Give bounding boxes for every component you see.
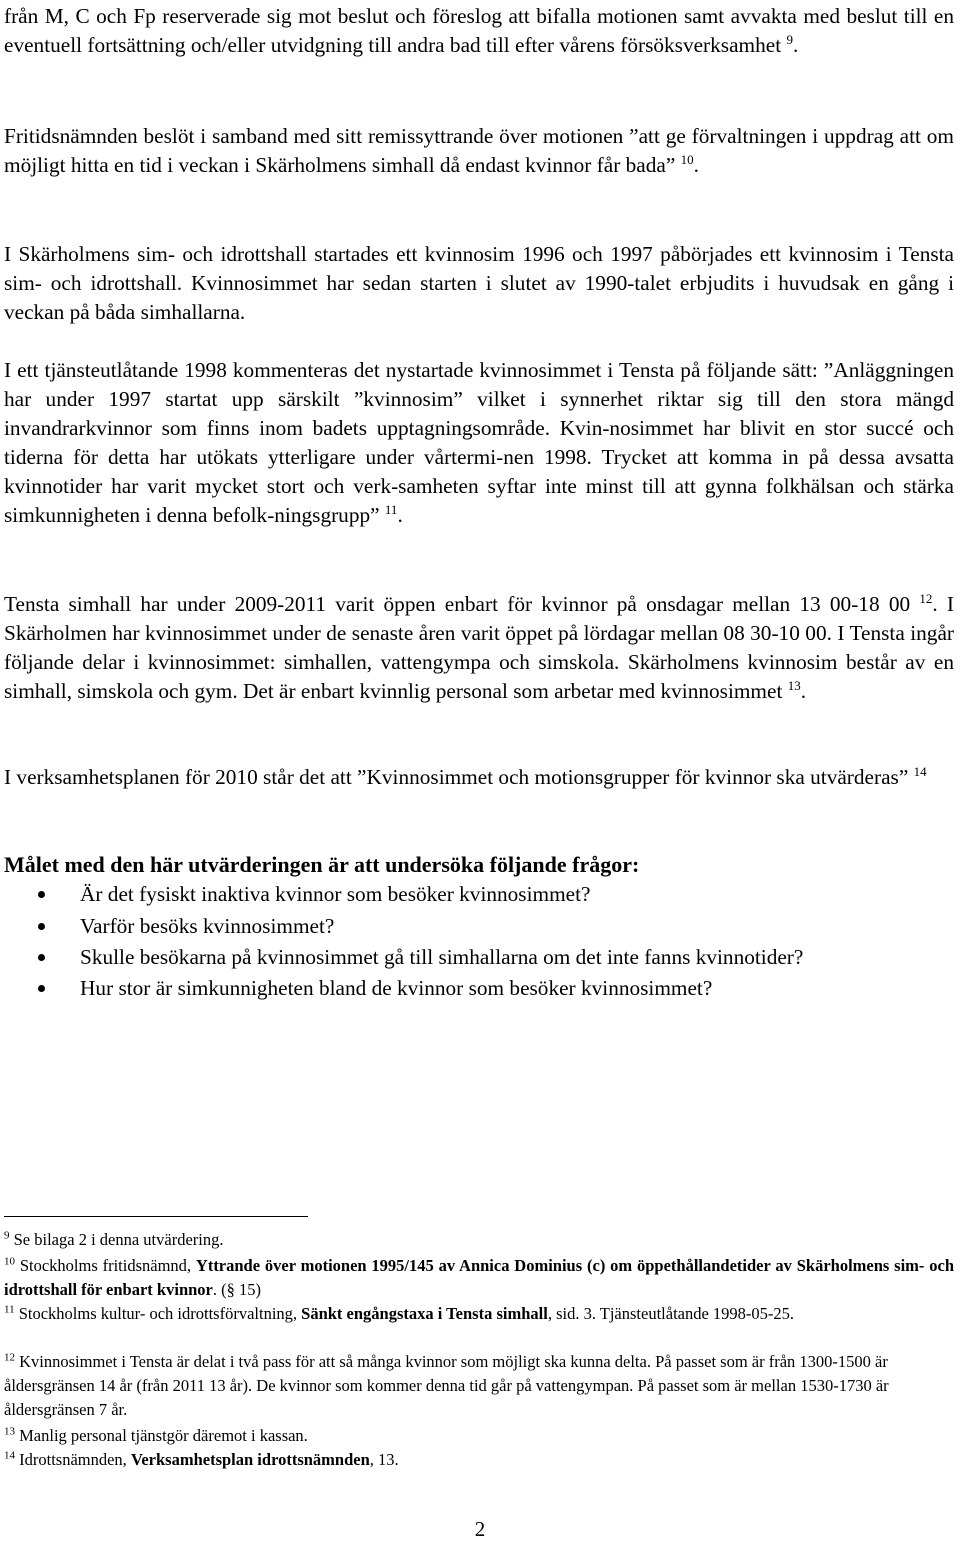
footnote-text-end: . (§ 15) <box>212 1280 261 1299</box>
footnote-number: 10 <box>4 1255 15 1268</box>
footnote-text: Se bilaga 2 i denna utvärdering. <box>13 1230 224 1249</box>
paragraph-3 <box>4 240 954 327</box>
footnote-text-end: , 13. <box>369 1450 399 1469</box>
paragraph-6 <box>4 763 954 792</box>
footnote-9 <box>4 1228 954 1252</box>
footnote-14 <box>4 1448 954 1472</box>
footnote-text: Manlig personal tjänstgör däremot i kassan. <box>19 1426 308 1445</box>
footnote-text: Stockholms fritidsnämnd, <box>19 1256 196 1275</box>
footnote-11 <box>4 1302 954 1326</box>
paragraph-2 <box>4 122 954 180</box>
paragraph-4 <box>4 356 954 530</box>
list-item-text: Skulle besökarna på kvinnosimmet gå till simhallarna om det inte fanns kvinnotider? <box>80 945 804 969</box>
bullet-icon <box>38 985 45 992</box>
footnote-title: Verksamhetsplan idrottsnämnden <box>130 1450 370 1469</box>
bullet-icon <box>38 923 45 930</box>
footnote-ref-14: 14 <box>913 763 927 779</box>
bullet-icon <box>38 891 45 898</box>
footnote-10 <box>4 1254 954 1302</box>
footnote-ref-13: 13 <box>787 677 801 693</box>
footnote-ref-9: 9 <box>786 31 793 47</box>
paragraph-4-text: I ett tjänsteutlåtande 1998 kommenteras det nystartade kvinnosimmet i Tensta på följande sätt: ”Anläggningen har under 1997 startat upp särskilt ”kvinnosim” vilket i synnerhet riktar sig till den stora mängd invandrarkvinnor som finns inom badets upptagningsområde. Kvin-nosimmet har blivit en stor succé och tiderna för detta har utökats ytterligare under vårtermi-nen 1998. Trycket att komma in på dessa avsatta kvinnotider har varit mycket stort och verk-samheten syftar inte minst till att gynna folkhälsan och stärka simkunnigheten i denna befolk-ningsgrupp” <box>4 358 954 527</box>
paragraph-1-end: . <box>792 33 799 57</box>
footnote-12 <box>4 1350 954 1422</box>
footnote-title: Yttrande över motionen 1995/145 av Annica Dominius (c) om öppethållandetider av Skärholmens sim- och idrottshall för enbart kvinnor <box>4 1256 954 1299</box>
footnote-number: 9 <box>4 1229 10 1242</box>
footnote-ref-10: 10 <box>680 151 694 167</box>
footnote-separator <box>4 1216 308 1217</box>
footnote-ref-11: 11 <box>384 501 398 517</box>
paragraph-5-text: Tensta simhall har under 2009-2011 varit öppen enbart för kvinnor på onsdagar mellan 13 00-18 00 <box>4 592 911 616</box>
footnote-text-end: , sid. 3. Tjänsteutlåtande 1998-05-25. <box>547 1304 795 1323</box>
footnote-text: Kvinnosimmet i Tensta är delat i två pass för att så många kvinnor som möjligt ska kunna delta. På passet som är från 1300-1500 är åldersgränsen 14 år (från 2011 13 år). De kvinnor som kommer denna tid går på vattengympan. På passet som är mellan 1530-1730 är åldersgränsen 7 år. <box>4 1352 889 1419</box>
paragraph-3-text: I Skärholmens sim- och idrottshall startades ett kvinnosim 1996 och 1997 påbörjades ett kvinnosim i Tensta sim- och idrottshall. Kvinnosimmet har sedan starten i slutet av 1990-talet erbjudits i huvudsak en gång i veckan på båda simhallarna. <box>4 242 954 324</box>
paragraph-1-text: från M, C och Fp reserverade sig mot beslut och föreslog att bifalla motionen samt avvakta med beslut till en eventuell fortsättning och/eller utvidgning till andra bad till efter vårens försöksverksamhet <box>4 4 954 57</box>
paragraph-2-text: Fritidsnämnden beslöt i samband med sitt remissyttrande över motionen ”att ge förvaltningen i uppdrag att om möjligt hitta en tid i veckan i Skärholmens simhall då endast kvinnor får bada” <box>4 124 954 177</box>
footnote-ref-12: 12 <box>919 590 933 606</box>
list-item-text: Hur stor är simkunnigheten bland de kvinnor som besöker kvinnosimmet? <box>80 976 713 1000</box>
paragraph-1 <box>4 2 954 60</box>
paragraph-5-middle: . I Skärholmen har kvinnosimmet under de senaste åren varit öppet på lördagar mellan 08 30-10 00. I Tensta ingår följande delar i kvinnosimmet: simhallen, vattengympa och simskola. Skärholmens kvinnosim består av en simhall, simskola och gym. Det är enbart kvinnlig personal som arbetar med kvinnosimmet <box>4 592 955 703</box>
list-item-text: Är det fysiskt inaktiva kvinnor som besöker kvinnosimmet? <box>80 882 591 906</box>
footnote-number: 11 <box>4 1303 15 1316</box>
footnote-number: 13 <box>4 1425 15 1438</box>
footnote-number: 12 <box>4 1351 15 1364</box>
page-number: 2 <box>474 1517 486 1541</box>
list-item-text: Varför besöks kvinnosimmet? <box>80 914 335 938</box>
paragraph-5-end: . <box>800 679 807 703</box>
paragraph-6-text: I verksamhetsplanen för 2010 står det att ”Kvinnosimmet och motionsgrupper för kvinnor ska utvärderas” <box>4 765 909 789</box>
footnote-13 <box>4 1424 954 1448</box>
paragraph-5 <box>4 590 954 706</box>
footnote-text: Stockholms kultur- och idrottsförvaltning, <box>18 1304 302 1323</box>
bullet-icon <box>38 954 45 961</box>
footnote-number: 14 <box>4 1449 15 1462</box>
paragraph-4-end: . <box>397 503 403 527</box>
footnote-text: Idrottsnämnden, <box>19 1450 131 1469</box>
footnote-title: Sänkt engångstaxa i Tensta simhall <box>301 1304 548 1323</box>
goals-heading: Målet med den här utvärderingen är att undersöka följande frågor: <box>4 852 640 877</box>
paragraph-2-end: . <box>693 153 699 177</box>
